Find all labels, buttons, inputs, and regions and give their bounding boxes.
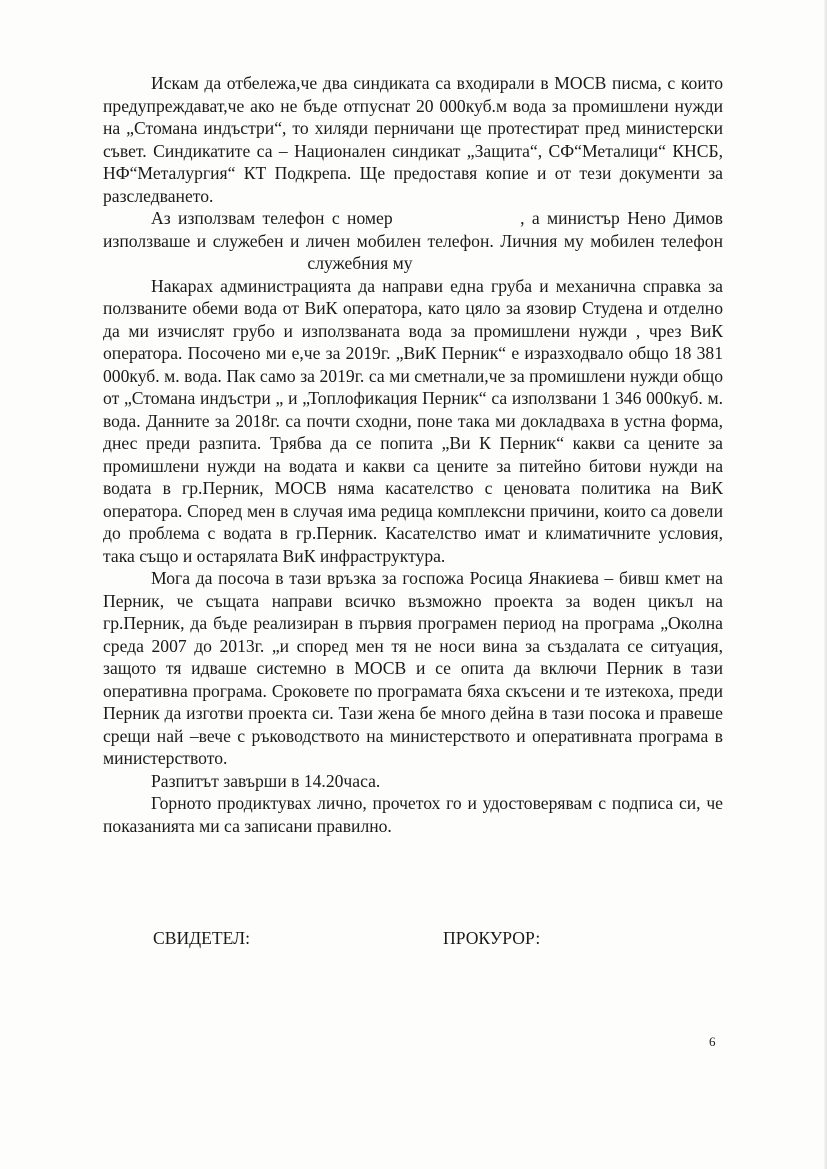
phone-text-3: служебния му (307, 253, 413, 273)
prosecutor-signature-label: ПРОКУРОР: (443, 928, 541, 948)
phone-text-2: , а министър Нено Димов използваше и служебен и личен мобилен телефон. Личния му мобилен телефон (103, 208, 723, 251)
paragraph-interrogation-end: Разпитът завърши в 14.20часа. (151, 770, 381, 791)
witness-signature-label: СВИДЕТЕЛ: (153, 928, 251, 948)
paragraph-water-report: Накарах администрацията да направи една груба и механична справка за ползваните обеми вода от ВиК оператора, като цяло за язовир Студена и отделно да ми изчислят грубо и използваната вода за промишлени нужди , чрез ВиК оператора. Посочено ми е,че за 2019г. „ВиК Перник“ е изразходвало общо 18 381 000куб. м. вода. Пак само за 2019г. са ми сметнали,че за промишлени нужди общо от „Стомана индъстри „ и „Топлофикация Перник“ са използвани 1 346 000куб. м. вода. Данните за 2018г. са почти сходни, поне така ми докладваха в устна форма, днес преди разпита. Трябва да се попита „Ви К Перник“ какви са цените за промишлени нужди на водата и какви са цените за питейно битови нужди на водата в гр.Перник, МОСВ няма касателство с ценовата политика на ВиК оператора. Според мен в случая има редица комплексни причини, които са довели до проблема с водата в гр.Перник. Касателство имат и климатичните условия, така също и остарялата ВиК инфраструктура. (103, 275, 723, 566)
page-number: 6 (709, 1034, 716, 1049)
paragraph-yanakieva: Мога да посоча в тази връзка за госпожа Росица Янакиева – бивш кмет на Перник, че същата направи всичко възможно проекта за воден цикъл на гр.Перник, да бъде реализиран в първия програмен период на програма „Околна среда 2007 до 2013г. „и според мен тя не носи вина за създалата се ситуация, защото тя идваше системно в МОСВ и се опита да включи Перник в тази оперативна програма. Сроковете по програмата бяха скъсени и те изтекоха, преди Перник да изготви проекта си. Тази жена бе много дейна в тази посока и правеше срещи най –вече с ръководството на министерството и оперативната програма в министерството. (103, 568, 723, 768)
paragraph-certification: Горното продиктувах лично, прочетох го и удостоверявам с подписа си, че показанията ми са записани правилно. (103, 793, 723, 836)
phone-text-1: Аз използвам телефон с номер (151, 208, 393, 228)
paragraph-syndicates: Искам да отбележа,че два синдиката са входирали в МОСВ писма, с които предупреждават,че ако не бъде отпуснат 20 000куб.м вода за промишлени нужди на „Стомана индъстри“, то хиляди перничани ще протестират пред министерски съвет. Синдикатите са – Национален синдикат „Защита“, СФ“Металици“ КНСБ, НФ“Металургия“ КТ Подкрепа. Ще предоставя копие и от тези документи за разследването. (103, 73, 723, 206)
paragraph-phones (103, 207, 723, 275)
document-body (103, 72, 723, 837)
